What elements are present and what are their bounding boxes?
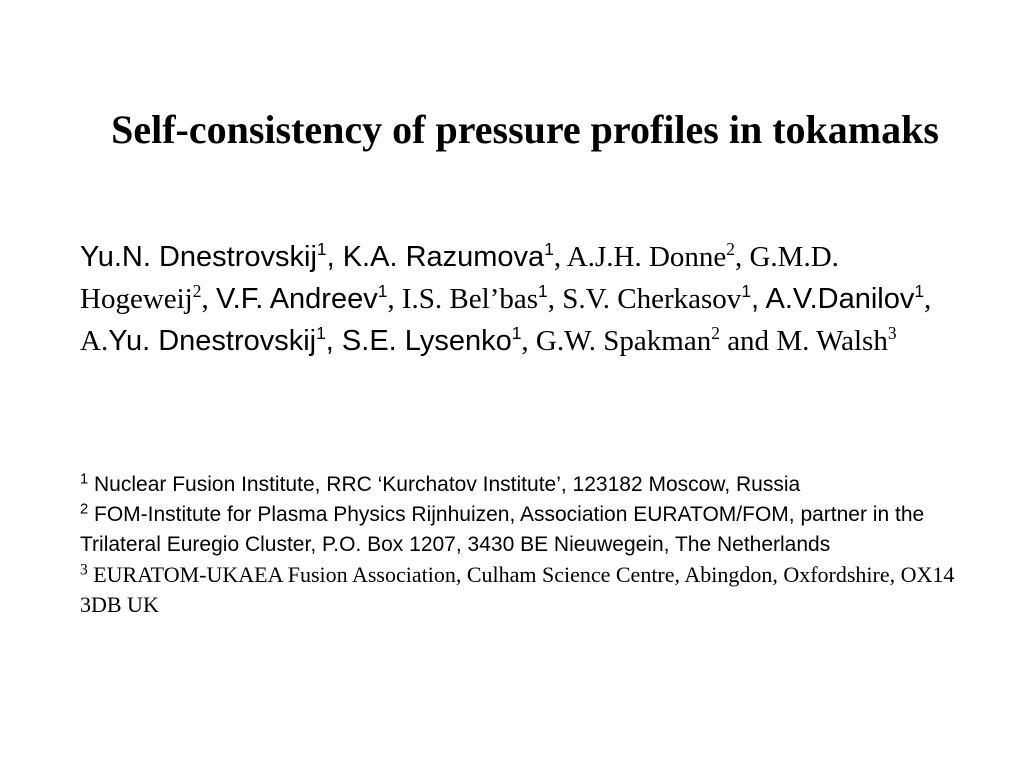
- author-affiliation-mark: 1: [741, 281, 751, 302]
- affiliation-item: [80, 560, 980, 620]
- affiliation-number: 1: [80, 471, 89, 488]
- author-name: I.S. Bel’bas: [401, 283, 539, 315]
- author-affiliation-mark: 1: [538, 281, 548, 302]
- author-separator: ,: [924, 283, 932, 315]
- affiliation-number: 2: [80, 501, 89, 518]
- author-name: Yu.N. Dnestrovskij: [80, 241, 317, 273]
- author-affiliation-mark: 1: [316, 323, 326, 344]
- author-affiliation-mark: 1: [544, 239, 554, 260]
- author-name-prefix: A.: [80, 325, 109, 357]
- author-affiliation-mark: 2: [192, 281, 202, 302]
- author-separator: ,: [734, 241, 750, 273]
- author-affiliation-mark: 1: [511, 323, 522, 344]
- author-name: Yu. Dnestrovskij: [108, 325, 317, 357]
- author-separator: ,: [547, 283, 563, 315]
- author-list: [80, 236, 960, 362]
- author-separator: ,: [325, 325, 342, 357]
- author-name: A.V.Danilov: [765, 283, 915, 315]
- author-name: G.W. Spakman: [535, 325, 712, 357]
- affiliation-number: 3: [80, 561, 88, 579]
- author-separator: ,: [521, 325, 536, 357]
- author-name: S.E. Lysenko: [341, 325, 512, 357]
- author-affiliation-mark: 2: [726, 239, 735, 260]
- author-affiliation-mark: 1: [316, 239, 327, 260]
- author-name: G.M.D. Hogeweij: [80, 241, 839, 315]
- author-name: M. Walsh: [776, 325, 888, 357]
- author-separator: ,: [553, 241, 567, 273]
- affiliation-text: FOM-Institute for Plasma Physics Rijnhuizen, Association EURATOM/FOM, partner in the Trilateral Euregio Cluster, P.O. Box 1207, 3430 BE Nieuwegein, The Netherlands: [80, 503, 925, 556]
- author-name: S.V. Cherkasov: [562, 283, 742, 315]
- affiliation-item: [80, 500, 980, 560]
- author-name: A.J.H. Donne: [566, 241, 727, 273]
- author-separator: ,: [326, 241, 343, 273]
- author-affiliation-mark: 1: [377, 281, 388, 302]
- author-separator: ,: [201, 283, 216, 315]
- author-affiliation-mark: 3: [887, 323, 897, 344]
- author-separator: ,: [387, 283, 402, 315]
- author-name: V.F. Andreev: [215, 283, 378, 315]
- affiliation-list: [80, 470, 980, 620]
- author-name: K.A. Razumova: [342, 241, 545, 273]
- slide-title: Self-consistency of pressure profiles in tokamaks: [111, 107, 939, 152]
- affiliation-item: [80, 470, 980, 500]
- affiliation-text: EURATOM-UKAEA Fusion Association, Culham Science Centre, Abingdon, Oxfordshire, OX14 3DB UK: [80, 562, 955, 617]
- affiliation-text: Nuclear Fusion Institute, RRC ‘Kurchatov Institute’, 123182 Moscow, Russia: [94, 473, 801, 496]
- author-affiliation-mark: 1: [914, 281, 925, 302]
- author-separator: ,: [750, 283, 766, 315]
- author-separator: and: [719, 325, 777, 357]
- author-affiliation-mark: 2: [711, 323, 720, 344]
